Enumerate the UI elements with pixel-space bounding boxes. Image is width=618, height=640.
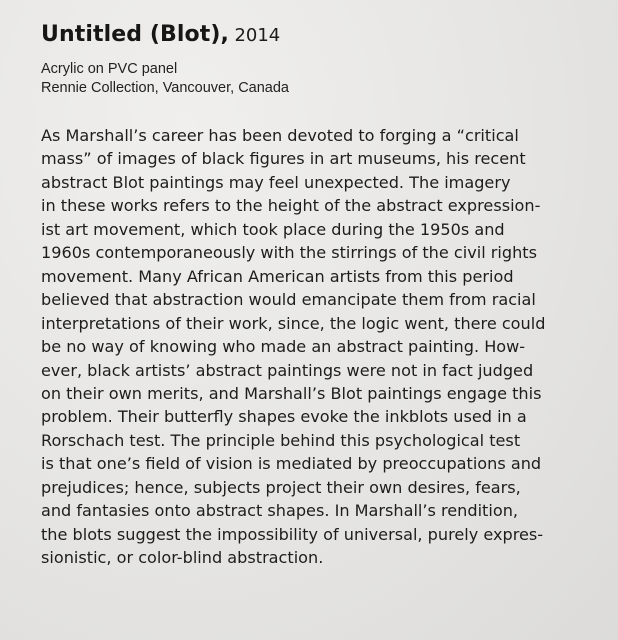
- description-line: mass” of images of black figures in art museums, his recent: [41, 149, 526, 169]
- description-line: As Marshall’s career has been devoted to forging a “critical: [41, 126, 519, 145]
- description-line: is that one’s field of vision is mediated by preoccupations and: [41, 454, 542, 474]
- description-line: and fantasies onto abstract shapes. In Marshall’s rendition,: [41, 501, 519, 521]
- description-line: interpretations of their work, since, the logic went, there could: [41, 313, 546, 333]
- artwork-collection: Rennie Collection, Vancouver, Canada: [41, 80, 290, 96]
- description-line: believed that abstraction would emancipate them from racial: [41, 290, 536, 310]
- description-text: [41, 124, 613, 570]
- artwork-title-line: [41, 19, 280, 53]
- artwork-title: Untitled (Blot),: [41, 22, 229, 47]
- description-line: be no way of knowing who made an abstract painting. How-: [41, 337, 526, 357]
- description-line: Rorschach test. The principle behind this psychological test: [41, 430, 521, 450]
- description-line: problem. Their butterfly shapes evoke the inkblots used in a: [41, 407, 527, 427]
- description-line: 1960s contemporaneously with the stirrings of the civil rights: [41, 243, 537, 263]
- description-line: the blots suggest the impossibility of universal, purely expres-: [41, 524, 544, 544]
- description-line: on their own merits, and Marshall’s Blot paintings engage this: [41, 383, 542, 403]
- description-line: abstract Blot paintings may feel unexpected. The imagery: [41, 172, 511, 192]
- description-line: in these works refers to the height of the abstract expression-: [41, 196, 541, 216]
- artwork-year: 2014: [234, 25, 281, 46]
- description-line: ist art movement, which took place during the 1950s and: [41, 219, 505, 239]
- description-line: ever, black artists’ abstract paintings were not in fact judged: [41, 360, 534, 380]
- artwork-details: [41, 60, 289, 98]
- description-line: movement. Many African American artists from this period: [41, 266, 514, 286]
- artwork-medium: Acrylic on PVC panel: [41, 61, 178, 77]
- description-line: prejudices; hence, subjects project their own desires, fears,: [41, 477, 521, 497]
- description-line: sionistic, or color-blind abstraction.: [41, 548, 324, 568]
